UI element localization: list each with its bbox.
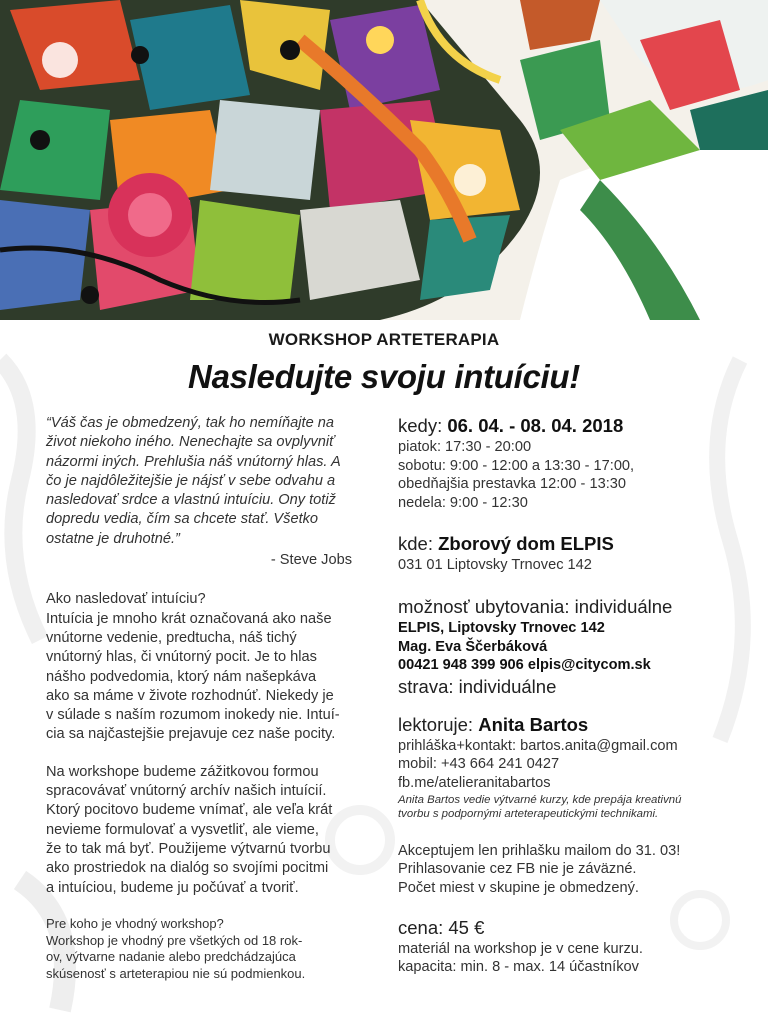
registration-line: Prihlasovanie cez FB nie je záväzné.: [398, 861, 637, 878]
intuition-section: [46, 590, 364, 744]
hero-collage-artwork: [0, 0, 768, 320]
steve-jobs-quote: [46, 414, 364, 549]
suitability-section: [46, 916, 364, 983]
accommodation-line: ELPIS, Liptovsky Trnovec 142: [398, 619, 605, 636]
page-header: [0, 330, 768, 396]
section-line: Workshop je vhodný pre všetkých od 18 rok-: [46, 932, 303, 948]
quote-line: názormi iných. Prehlušia náš vnútorný hlas. A: [46, 453, 341, 470]
venue-name: Zborový dom ELPIS: [438, 533, 614, 555]
schedule-heading: [398, 414, 728, 438]
section-line: ako sa máme v živote rozhodnúť. Niekedy je: [46, 687, 334, 704]
lecturer-note: Anita Bartos vedie výtvarné kurzy, kde prepája kreativnú: [398, 793, 682, 806]
quote-author: - Steve Jobs: [270, 552, 352, 569]
registration-line: Počet miest v skupine je obmedzený.: [398, 879, 639, 896]
registration-line: Akceptujem len prihlašku mailom do 31. 03!: [398, 842, 681, 859]
section-line: vnútorný hlas, či vnútorný pocit. Je to hlas: [46, 649, 317, 666]
when-label: kedy:: [398, 415, 448, 436]
section-line: Intuícia je mnoho krát označovaná ako naše: [46, 610, 332, 627]
section-line: Ktorý pocitovo budeme vnímať, ale veľa krát: [46, 802, 333, 819]
venue-address: 031 01 Liptovsky Trnovec 142: [398, 557, 592, 574]
lecturer-name: Anita Bartos: [478, 713, 589, 735]
left-column: [46, 414, 364, 983]
section-line: Pre koho je vhodný workshop?: [46, 915, 224, 931]
lecturer-note: tvorbu s podpornými arteterapeutickými technikami.: [398, 808, 659, 821]
quote-line: čo je najdôležitejšie je nájsť v sebe odvahu a: [46, 472, 336, 489]
where-label: kde:: [398, 533, 439, 555]
accommodation-line: Mag. Eva Ščerbáková: [398, 638, 548, 655]
section-line: a intuíciou, budeme ju počúvať a tvoriť.: [46, 879, 299, 896]
contact-line: prihláška+kontakt: bartos.anita@gmail.com: [398, 737, 678, 754]
price-line: kapacita: min. 8 - max. 14 účastníkov: [398, 959, 639, 976]
schedule-line: piatok: 17:30 - 20:00: [398, 439, 532, 455]
contact-line: fb.me/atelieranitabartos: [398, 774, 551, 791]
contact-line: mobil: +43 664 241 0427: [398, 756, 560, 773]
section-line: vnútorne vedenie, predtucha, náš tichý: [46, 629, 297, 646]
accommodation-heading: možnosť ubytovania: individuálne: [398, 595, 673, 617]
workshop-dates: 06. 04. - 08. 04. 2018: [447, 415, 624, 436]
quote-line: “Váš čas je obmedzený, tak ho nemíňajte na: [46, 415, 334, 431]
quote-line: ostatne je druhotné.”: [46, 530, 180, 547]
lecturer-section: [398, 713, 728, 822]
lecturer-label: lektoruje:: [398, 713, 479, 735]
section-line: že to tak má byť. Použijeme výtvarnú tvorbu: [46, 840, 331, 857]
price-section: [398, 916, 728, 977]
schedule-line: obedňajšia prestavka 12:00 - 13:30: [398, 476, 626, 493]
section-line: Na workshope budeme zážitkovou formou: [46, 763, 319, 780]
price-line: materiál na workshop je v cene kurzu.: [398, 940, 643, 957]
lecturer-heading: [398, 713, 728, 737]
section-line: ako prostriedok na dialóg so svojími pocitmi: [46, 860, 329, 877]
schedule-line: sobotu: 9:00 - 12:00 a 13:30 - 17:00,: [398, 457, 635, 474]
workshop-description: [46, 763, 364, 898]
schedule-line: nedela: 9:00 - 12:30: [398, 494, 528, 511]
food-info: strava: individuálne: [398, 675, 557, 697]
venue-section: [398, 532, 728, 575]
quote-line: nasledovať srdce a vlastnú intuíciu. Ony totiž: [46, 492, 336, 509]
section-line: v súlade s naším rozumom inokedy nie. Intuí-: [46, 707, 340, 724]
section-line: nášho podvedomia, ktorý nám našepkáva: [46, 668, 317, 685]
schedule-section: [398, 414, 728, 512]
price-heading: cena: 45 €: [398, 916, 485, 938]
section-line: ov, výtvarne nadanie alebo predchádzajúca: [46, 949, 296, 965]
section-line: nevieme formulovať a vysvetliť, ale vieme,: [46, 821, 319, 838]
accommodation-section: [398, 595, 728, 699]
venue-heading: [398, 532, 728, 556]
section-line: spracovávať vnútorný archív našich intuícií.: [46, 783, 327, 800]
section-line: skúsenosť s arteterapiou nie sú podmienkou.: [46, 966, 306, 982]
quote-line: dopredu vedia, čím sa chcete stať. Všetko: [46, 511, 319, 528]
registration-section: [398, 842, 728, 898]
page-title: Nasledujte svoju intuíciu!: [188, 358, 580, 395]
quote-line: život niekoho iného. Nenechajte sa ovplyvniť: [46, 434, 335, 451]
workshop-kicker: WORKSHOP ARTETERAPIA: [268, 330, 500, 349]
accommodation-line: 00421 948 399 906 elpis@citycom.sk: [398, 657, 651, 674]
collage-illustration: [0, 0, 768, 320]
section-line: cia sa najčastejšie prejavuje cez naše pocity.: [46, 726, 336, 743]
right-column: [398, 414, 728, 991]
section-line: Ako nasledovať intuíciu?: [46, 591, 206, 608]
